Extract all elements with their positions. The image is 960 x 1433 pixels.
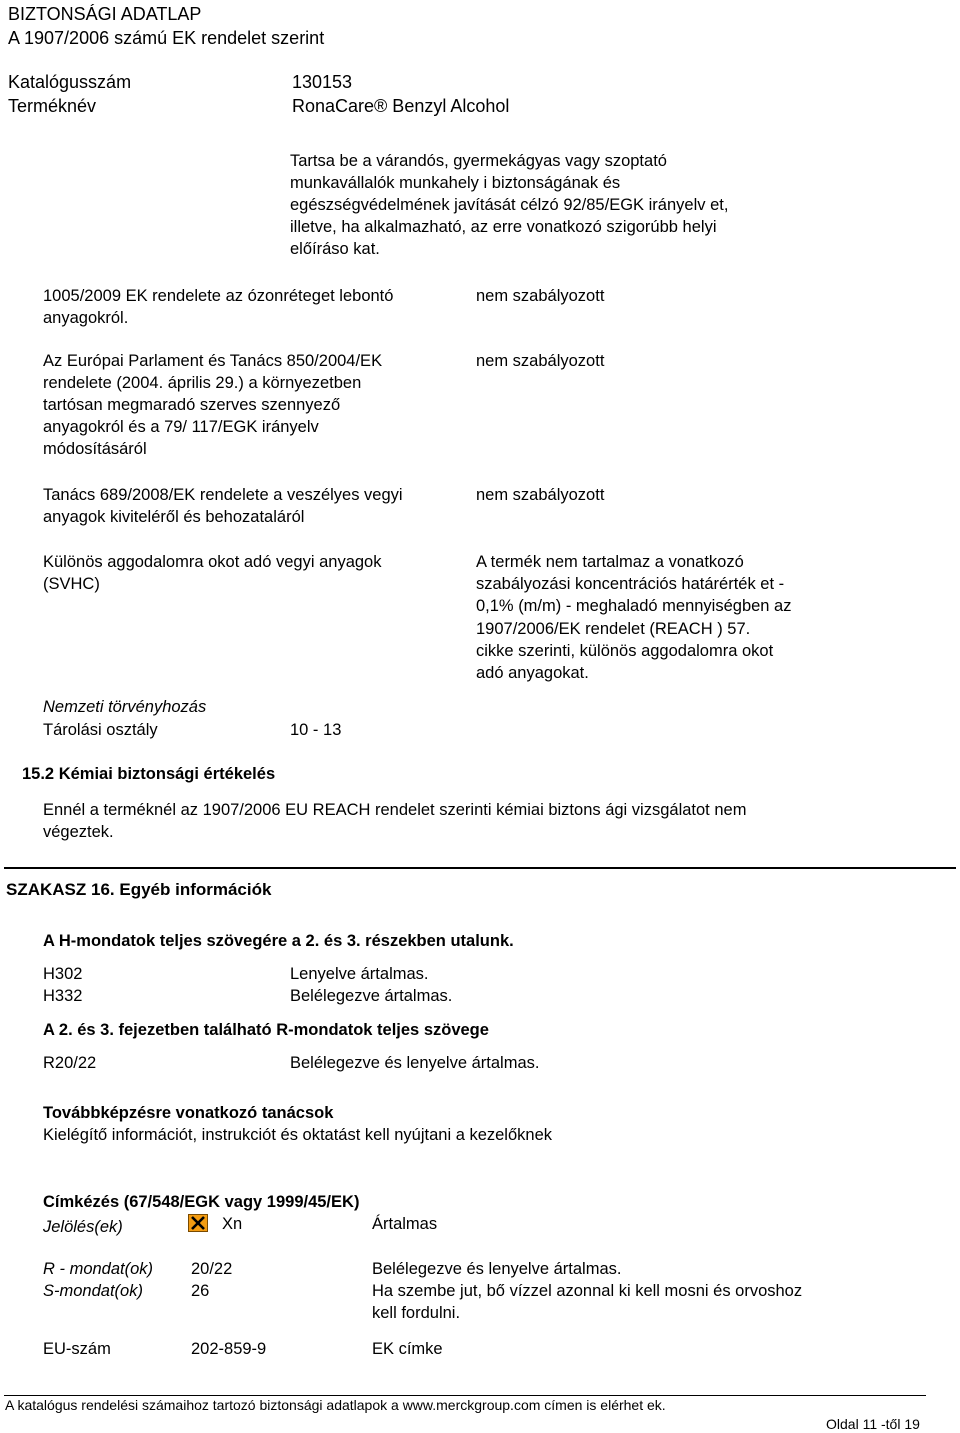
eu-number-value: 202-859-9 (191, 1340, 267, 1358)
regulation-name: rendelete (2004. április 29.) a környezetben (43, 374, 362, 392)
storage-class-label: Tárolási osztály (43, 721, 158, 739)
regulation-name: anyagokról és a 79/ 117/EGK irányelv (43, 418, 319, 436)
national-law-heading: Nemzeti törvényhozás (43, 698, 207, 716)
intro-line: egészségvédelmének javítását célzó 92/85/EGK irányelv et, (290, 196, 729, 214)
product-label: Terméknév (8, 96, 97, 116)
catalog-label: Katalógusszám (8, 72, 132, 92)
labelling-heading: Címkézés (67/548/EGK vagy 1999/45/EK) (43, 1193, 360, 1211)
regulation-status: szabályozási koncentrációs határérték et - (476, 575, 785, 593)
s-phrase-label: S-mondat(ok) (43, 1282, 143, 1300)
symbol-text: Ártalmas (372, 1215, 438, 1233)
section-16-title: SZAKASZ 16. Egyéb információk (6, 880, 272, 899)
h-statement-text: Lenyelve ártalmas. (290, 965, 429, 983)
footer-note: A katalógus rendelési számaihoz tartozó biztonsági adatlapok a www.merckgroup.com címen is elérhet ek. (5, 1397, 666, 1413)
eu-number-label: EU-szám (43, 1340, 111, 1358)
section-15-2-text: Ennél a terméknél az 1907/2006 EU REACH rendelet szerinti kémiai biztons ági vizsgálatot nem (43, 801, 747, 819)
footer-divider (4, 1395, 926, 1396)
r-phrase-code: 20/22 (191, 1260, 233, 1278)
regulation-name: anyagokról. (43, 309, 129, 327)
s-phrase-text: kell fordulni. (372, 1304, 461, 1322)
intro-line: Tartsa be a várandós, gyermekágyas vagy szoptató (290, 152, 667, 170)
document-title: BIZTONSÁGI ADATLAP (8, 4, 202, 24)
h-statements-heading: A H-mondatok teljes szövegére a 2. és 3. részekben utalunk. (43, 932, 514, 950)
r-statements-heading: A 2. és 3. fejezetben található R-mondatok teljes szövege (43, 1021, 489, 1039)
r-statement-code: R20/22 (43, 1054, 97, 1072)
regulation-name: 1005/2009 EK rendelete az ózonréteget lebontó (43, 287, 394, 305)
section-divider (4, 867, 956, 869)
regulation-status: nem szabályozott (476, 486, 605, 504)
r-phrase-text: Belélegezve és lenyelve ártalmas. (372, 1260, 622, 1278)
section-15-2-title: 15.2 Kémiai biztonsági értékelés (22, 765, 276, 783)
section-15-2-text: végeztek. (43, 823, 114, 841)
regulation-name: (SVHC) (43, 575, 100, 593)
training-text: Kielégítő információt, instrukciót és oktatást kell nyújtani a kezelőknek (43, 1126, 553, 1144)
product-value: RonaCare® Benzyl Alcohol (292, 96, 510, 116)
regulation-name: Különös aggodalomra okot adó vegyi anyagok (43, 553, 382, 571)
eu-label-text: EK címke (372, 1340, 443, 1358)
page-number: Oldal 11 -től 19 (826, 1416, 920, 1432)
regulation-name: tartósan megmaradó szerves szennyező (43, 396, 341, 414)
h-statement-code: H302 (43, 965, 83, 983)
regulation-name: anyagok kiviteléről és behozataláról (43, 508, 305, 526)
regulation-name: Tanács 689/2008/EK rendelete a veszélyes vegyi (43, 486, 403, 504)
symbol-code: Xn (222, 1215, 243, 1233)
harmful-x-icon (188, 1214, 208, 1232)
h-statement-text: Belélegezve ártalmas. (290, 987, 453, 1005)
intro-line: illetve, ha alkalmazható, az erre vonatkozó szigorúbb helyi (290, 218, 717, 236)
s-phrase-code: 26 (191, 1282, 210, 1300)
regulation-status: 1907/2006/EK rendelet (REACH ) 57. (476, 620, 751, 638)
document-subtitle: A 1907/2006 számú EK rendelet szerint (8, 28, 325, 48)
r-statement-text: Belélegezve és lenyelve ártalmas. (290, 1054, 540, 1072)
r-phrase-label: R - mondat(ok) (43, 1260, 154, 1278)
regulation-status: A termék nem tartalmaz a vonatkozó (476, 553, 744, 571)
regulation-name: Az Európai Parlament és Tanács 850/2004/EK (43, 352, 383, 370)
regulation-name: módosításáról (43, 440, 147, 458)
catalog-value: 130153 (292, 72, 353, 92)
storage-class-value: 10 - 13 (290, 721, 342, 739)
regulation-status: adó anyagokat. (476, 664, 589, 682)
symbol-label: Jelölés(ek) (43, 1218, 123, 1236)
h-statement-code: H332 (43, 987, 83, 1005)
regulation-status: nem szabályozott (476, 352, 605, 370)
regulation-status: 0,1% (m/m) - meghaladó mennyiségben az (476, 597, 792, 615)
intro-line: munkavállalók munkahely i biztonságának és (290, 174, 621, 192)
training-heading: Továbbképzésre vonatkozó tanácsok (43, 1104, 334, 1122)
intro-line: előíráso kat. (290, 240, 380, 258)
regulation-status: cikke szerinti, különös aggodalomra okot (476, 642, 774, 660)
regulation-status: nem szabályozott (476, 287, 605, 305)
s-phrase-text: Ha szembe jut, bő vízzel azonnal ki kell mosni és orvoshoz (372, 1282, 803, 1300)
